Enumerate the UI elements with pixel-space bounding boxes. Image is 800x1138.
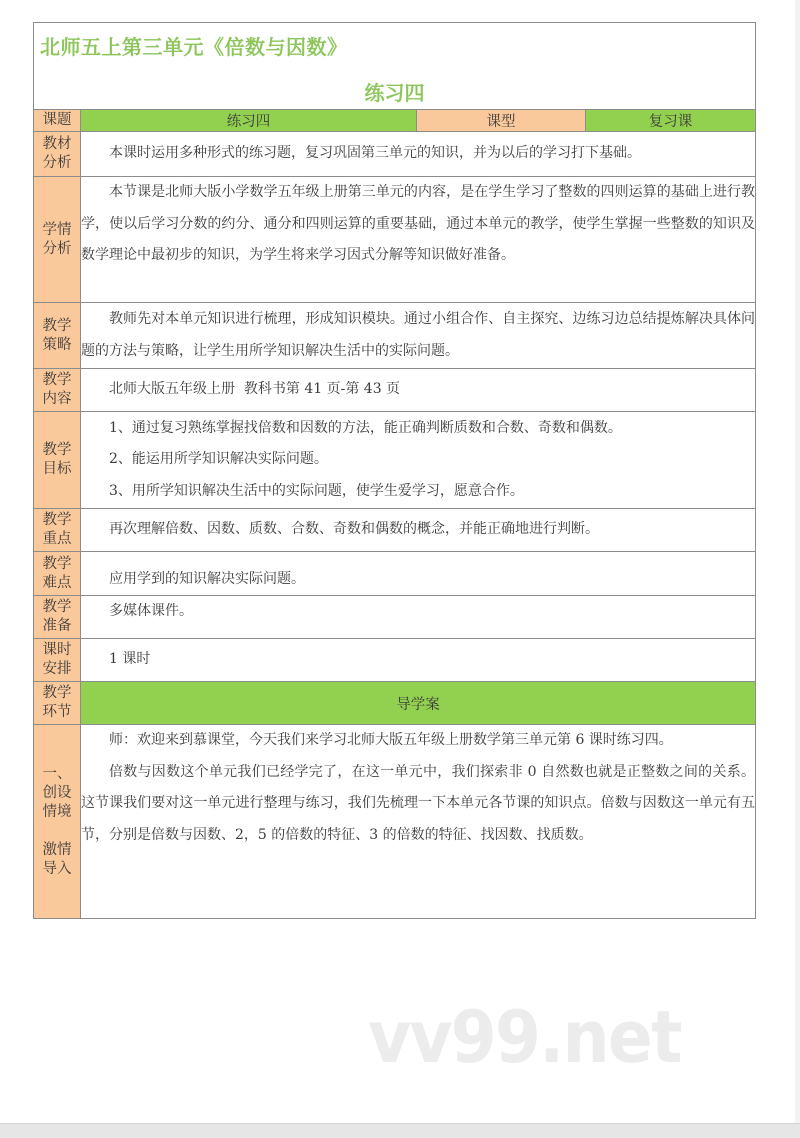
goal-item: 1、通过复习熟练掌握找倍数和因数的方法，能正确判断质数和合数、奇数和偶数。	[109, 419, 622, 436]
goal-item: 3、用所学知识解决生活中的实际问题，使学生爱学习，愿意合作。	[109, 482, 524, 499]
paragraph: 倍数与因数这个单元我们已经学完了，在这一单元中，我们探索非 0 自然数也就是正整数之间的关系。这节课我们要对这一单元进行整理与练习，我们先梳理一下本单元各节课的知识点。倍数与因数这一单元有五节，分别是倍数与因数、2，5 的倍数的特征、3 的倍数的特征、找因数、找质数。	[81, 763, 755, 843]
row-label: 教学 环节	[34, 682, 81, 725]
row-label: 教学 目标	[34, 412, 81, 509]
row-schedule	[34, 639, 756, 682]
row-difficulties	[34, 552, 756, 596]
row-label: 教学 准备	[34, 596, 81, 639]
type-label: 课型	[417, 110, 586, 132]
row-content: 本课时运用多种形式的练习题，复习巩固第三单元的知识，并为以后的学习打下基础。	[81, 132, 756, 177]
document-subtitle: 练习四	[364, 81, 425, 105]
row-step-one	[34, 725, 756, 919]
row-teaching-content	[34, 369, 756, 412]
paragraph: 师：欢迎来到慕课堂，今天我们来学习北师大版五年级上册数学第三单元第 6 课时练习四。	[109, 732, 673, 748]
row-label: 教学 难点	[34, 552, 81, 596]
row-learner-analysis	[34, 177, 756, 303]
topic-label: 课题	[34, 110, 81, 132]
row-key-points	[34, 509, 756, 552]
lesson-plan-table	[33, 22, 756, 919]
topic-value: 练习四	[81, 110, 417, 132]
goal-item: 2、能运用所学知识解决实际问题。	[109, 451, 328, 468]
row-label: 教学 重点	[34, 509, 81, 552]
row-content: 教师先对本单元知识进行梳理，形成知识模块。通过小组合作、自主探究、边练习边总结提炼解决具体问题的方法与策略，让学生用所学知识解决生活中的实际问题。	[81, 303, 756, 369]
row-content	[81, 412, 756, 509]
row-content: 本节课是北师大版小学数学五年级上册第三单元的内容，是在学生学习了整数的四则运算的基础上进行教学，使以后学习分数的约分、通分和四则运算的重要基础，通过本单元的教学，使学生掌握一些整数的知识及数学理论中最初步的知识，为学生将来学习因式分解等知识做好准备。	[81, 177, 756, 303]
row-textbook-analysis	[34, 132, 756, 177]
title-row	[34, 23, 756, 110]
row-content	[81, 725, 756, 919]
row-label: 课时 安排	[34, 639, 81, 682]
row-teaching-goals	[34, 412, 756, 509]
row-teaching-strategy	[34, 303, 756, 369]
row-content: 北师大版五年级上册 教科书第 41 页-第 43 页	[81, 369, 756, 412]
row-content: 多媒体课件。	[81, 596, 756, 639]
topic-row	[34, 110, 756, 132]
watermark: vv99.net	[368, 995, 681, 1079]
page-bottom-edge	[0, 1123, 800, 1138]
teaching-steps-header: 导学案	[81, 682, 756, 725]
row-content: 再次理解倍数、因数、质数、合数、奇数和偶数的概念，并能正确地进行判断。	[81, 509, 756, 552]
type-value: 复习课	[586, 110, 756, 132]
row-label: 教材 分析	[34, 132, 81, 177]
row-label: 教学 策略	[34, 303, 81, 369]
row-content: 1 课时	[81, 639, 756, 682]
row-preparation	[34, 596, 756, 639]
page-right-edge	[795, 0, 800, 1123]
row-label: 教学 内容	[34, 369, 81, 412]
row-label: 学情 分析	[34, 177, 81, 303]
row-label: 一、 创设 情境 激情 导入	[34, 725, 81, 919]
row-content: 应用学到的知识解决实际问题。	[81, 552, 756, 596]
document-title: 北师五上第三单元《倍数与因数》	[40, 35, 348, 59]
row-teaching-steps	[34, 682, 756, 725]
title-cell	[34, 23, 756, 110]
